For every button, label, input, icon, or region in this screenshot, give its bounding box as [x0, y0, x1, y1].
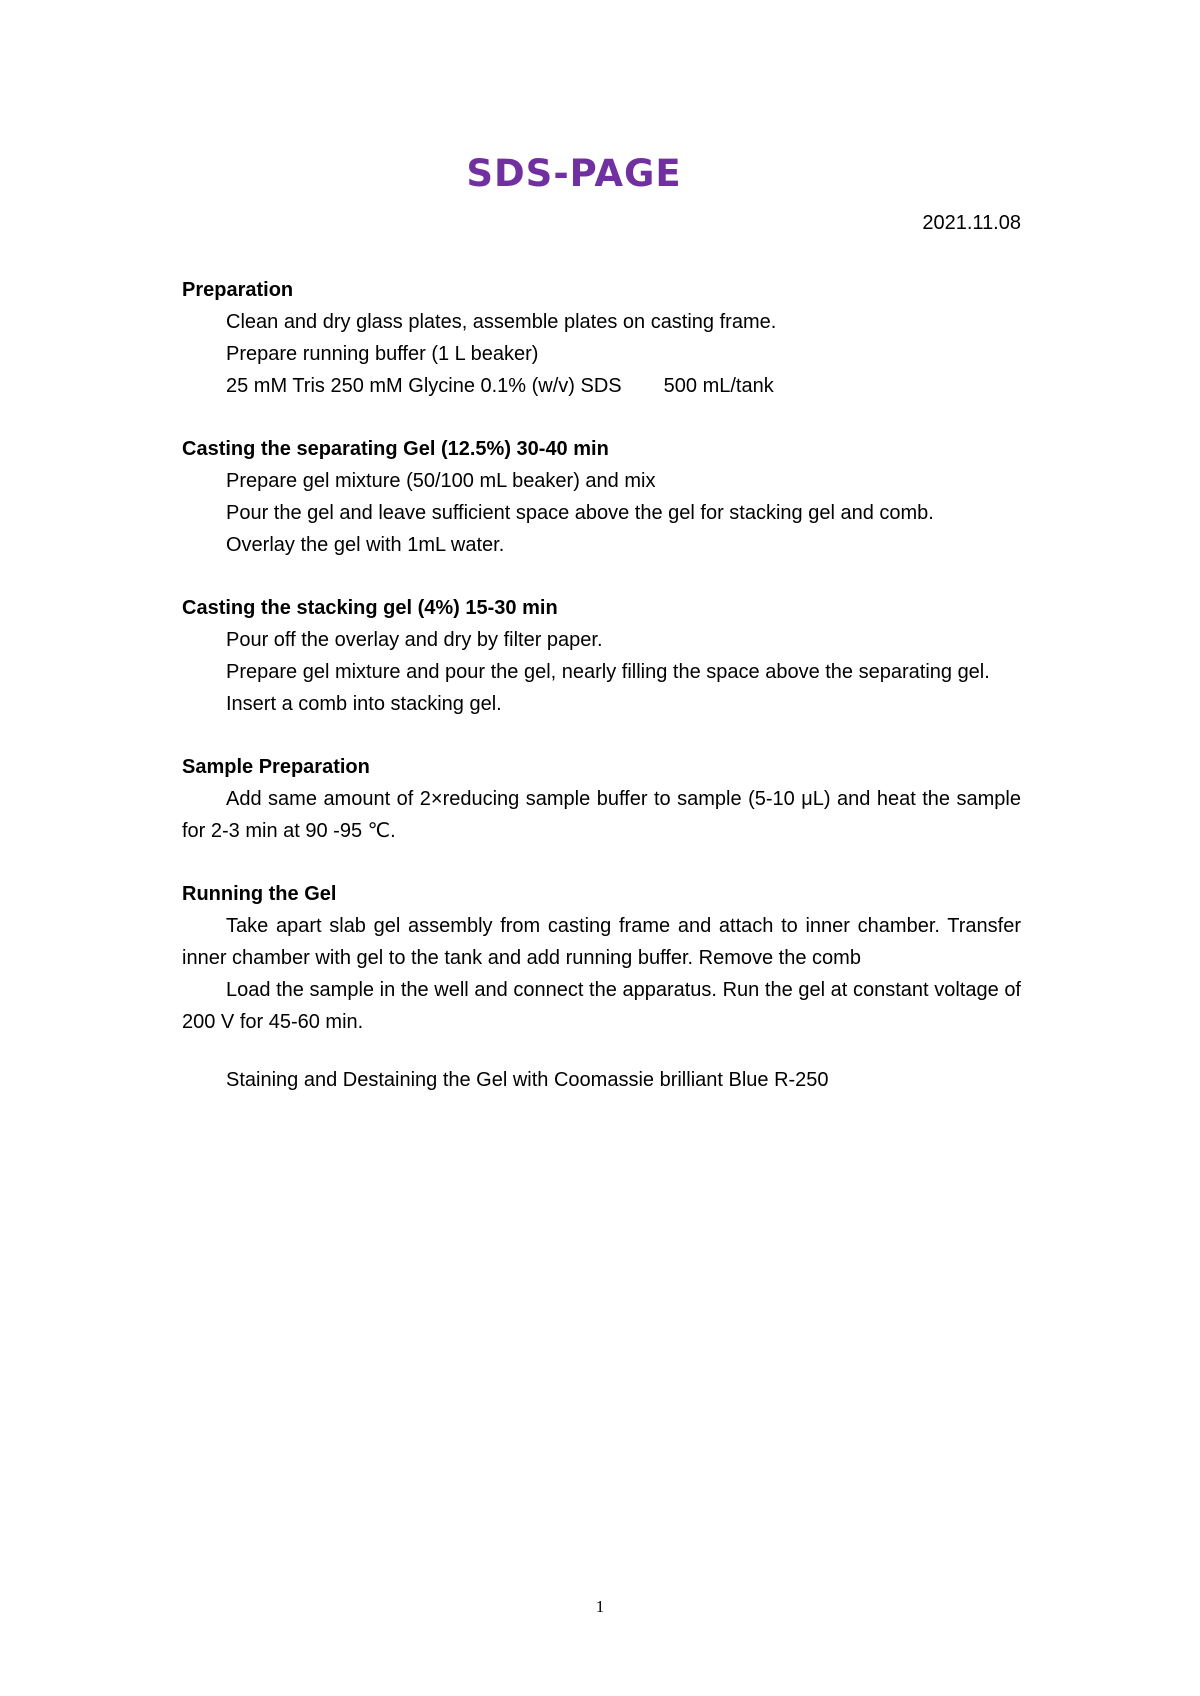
document-date: 2021.11.08 — [922, 212, 1021, 234]
buffer-composition: 25 mM Tris 250 mM Glycine 0.1% (w/v) SDS — [226, 375, 622, 397]
section-separating-gel — [182, 433, 1021, 561]
step-line: Prepare gel mixture (50/100 mL beaker) and mix — [226, 470, 656, 492]
step-line: Pour off the overlay and dry by filter paper. — [226, 629, 603, 651]
step-line: Pour the gel and leave sufficient space above the gel for stacking gel and comb. — [226, 502, 934, 524]
section-running-gel — [182, 878, 1021, 1096]
section-stacking-gel — [182, 592, 1021, 720]
buffer-recipe-line — [182, 370, 1021, 402]
step-line: Insert a comb into stacking gel. — [226, 693, 502, 715]
document-body — [182, 274, 1021, 1127]
section-heading: Preparation — [182, 279, 294, 301]
document-title: SDS-PAGE — [466, 152, 682, 195]
step-paragraph: Load the sample in the well and connect the apparatus. Run the gel at constant voltage of 200 V for 45-60 min. — [182, 979, 1021, 1033]
section-sample-preparation — [182, 751, 1021, 847]
step-line: Prepare running buffer (1 L beaker) — [226, 343, 539, 365]
section-heading: Casting the stacking gel (4%) 15-30 min — [182, 597, 558, 619]
step-line: Prepare gel mixture and pour the gel, nearly filling the space above the separating gel. — [226, 661, 990, 683]
step-line: Overlay the gel with 1mL water. — [226, 534, 505, 556]
page-number: 1 — [595, 1597, 605, 1616]
section-preparation — [182, 274, 1021, 402]
staining-note: Staining and Destaining the Gel with Coomassie brilliant Blue R-250 — [226, 1069, 829, 1091]
step-paragraph: Add same amount of 2×reducing sample buffer to sample (5-10 μL) and heat the sample for 2-3 min at 90 -95 ℃. — [182, 788, 1021, 842]
section-heading: Casting the separating Gel (12.5%) 30-40 min — [182, 438, 609, 460]
buffer-volume: 500 mL/tank — [663, 375, 774, 397]
section-heading: Sample Preparation — [182, 756, 370, 778]
step-line: Clean and dry glass plates, assemble plates on casting frame. — [226, 311, 777, 333]
step-paragraph: Take apart slab gel assembly from casting frame and attach to inner chamber. Transfer inner chamber with gel to the tank and add running buffer. Remove the comb — [182, 915, 1021, 969]
section-heading: Running the Gel — [182, 883, 337, 905]
